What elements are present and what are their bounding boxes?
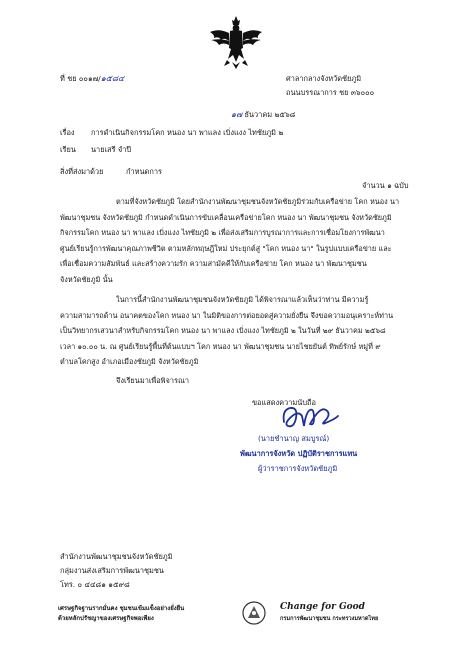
- signer-position: พัฒนาการจังหวัด ปฏิบัติราชการแทน: [240, 449, 358, 458]
- date-month-year: ธันวาคม ๒๕๖๘: [244, 110, 296, 119]
- footer-slogan-2: ด้วยหลักปรัชญาของเศรษฐกิจพอเพียง: [58, 615, 154, 622]
- footer-tagline: Change for Good: [280, 602, 365, 612]
- paragraph-line: ความสามารถด้าน อนาคตของโคก หนอง นา ในมิติของการต่อยอดสู่ความยั่งยืน จึงขอความอนุเคราะห์ท่าน: [60, 310, 394, 320]
- sender-office: ศาลากลางจังหวัดชัยภูมิ: [286, 74, 362, 83]
- handwritten-signature: [280, 400, 340, 434]
- paragraph-line: เวลา ๑๐.๐๐ น. ณ ศูนย์เรียนรู้พื้นที่ต้นแบบฯ โคก หนอง นา พัฒนาชุมชน นายไชยยันต์ ทิพย์รักษ์ หมู่ที่ ๙: [60, 341, 381, 351]
- enclosure-text: กำหนดการ: [126, 167, 162, 176]
- department-logo-icon: [242, 600, 266, 626]
- body-paragraph-1: [60, 194, 399, 287]
- recipient-label: เรียน: [60, 145, 76, 154]
- footer-slogan-1: เศรษฐกิจฐานรากมั่นคง ชุมชนเข้มแข็งอย่างยั่งยืน: [58, 605, 185, 612]
- enclosure-count: จำนวน ๑ ฉบับ: [362, 181, 409, 190]
- signer-title: ผู้ว่าราชการจังหวัดชัยภูมิ: [258, 464, 338, 473]
- signer-name: (นายชำนาญ สมบูรณ์): [258, 434, 330, 443]
- paragraph-line: ศูนย์เรียนรู้การพัฒนาคุณภาพชีวิต ตามหลักทฤษฎีใหม่ ประยุกต์สู่ "โคก หนอง นา" ในรูปแบบเครือข่าย และ: [60, 243, 392, 253]
- contact-office: สำนักงานพัฒนาชุมชนจังหวัดชัยภูมิ: [60, 552, 173, 561]
- paragraph-line: เพื่อเชื่อมความสัมพันธ์ และสร้างความรัก ความสามัคคีให้กับเครือข่าย โคก หนอง นา พัฒนาชุมชน: [60, 259, 367, 268]
- body-paragraph-2: [60, 292, 393, 370]
- subject-label: เรื่อง: [60, 128, 75, 137]
- document-number-handwritten: ๑๕๘๔: [100, 74, 125, 83]
- sender-address: ถนนบรรณาการ ชย ๓๖๐๐๐: [286, 88, 375, 97]
- garuda-emblem-icon: [207, 14, 265, 72]
- paragraph-line: กิจกรรมโคก หนอง นา พาแลง เบิ่งแงง ไทชัยภูมิ ๒ เพื่อส่งเสริมการบูรณาการและการเชื่อมโยงการพัฒนา: [60, 228, 385, 237]
- paragraph-line: เป็นวิทยากรเสวนาสำหรับกิจกรรมโคก หนอง นา พาแลง เบิ่งแงง ไทชัยภูมิ ๒ ในวันที่ ๒๙ ธันวาคม ๒๕๖๘: [60, 326, 386, 335]
- enclosure-label: สิ่งที่ส่งมาด้วย: [60, 167, 104, 176]
- subject-text: การดำเนินกิจกรรมโคก หนอง นา พาแลง เบิ่งแงง ไทชัยภูมิ ๒: [91, 128, 284, 137]
- paragraph-line: จังหวัดชัยภูมิ นั้น: [60, 274, 113, 284]
- letter-date: [231, 110, 295, 120]
- closing-request: จึงเรียนมาเพื่อพิจารณา: [116, 376, 190, 385]
- contact-phone: โทร. ๐ ๔๔๘๑ ๑๕๙๘: [60, 580, 130, 589]
- date-day-handwritten: ๑๗: [231, 110, 243, 119]
- footer-bar: [58, 600, 418, 628]
- paragraph-line: พัฒนาชุมชน จังหวัดชัยภูมิ กำหนดดำเนินการขับเคลื่อนเครือข่ายโคก หนอง นา พัฒนาชุมชน จังหวัดชัยภูมิ: [60, 212, 392, 222]
- paragraph-line: ตำบลโคกสูง อำเภอเมืองชัยภูมิ จังหวัดชัยภูมิ: [60, 357, 199, 366]
- contact-division: กลุ่มงานส่งเสริมการพัฒนาชุมชน: [60, 566, 164, 575]
- paragraph-line: ในการนี้สำนักงานพัฒนาชุมชนจังหวัดชัยภูมิ ได้พิจารณาแล้วเห็นว่าท่าน มีความรู้: [116, 295, 369, 304]
- document-number: [60, 74, 124, 84]
- footer-department: กรมการพัฒนาชุมชน กระทรวงมหาดไทย: [280, 616, 379, 622]
- regards-text: ขอแสดงความนับถือ: [252, 398, 316, 407]
- recipient-name: นายเสรี จำปี: [91, 145, 132, 154]
- document-number-prefix: ที่ ชย ๐๐๑๗/: [60, 74, 101, 83]
- paragraph-line: ตามที่จังหวัดชัยภูมิ โดยสำนักงานพัฒนาชุมชนจังหวัดชัยภูมิร่วมกับเครือข่าย โคก หนอง นา: [116, 197, 400, 206]
